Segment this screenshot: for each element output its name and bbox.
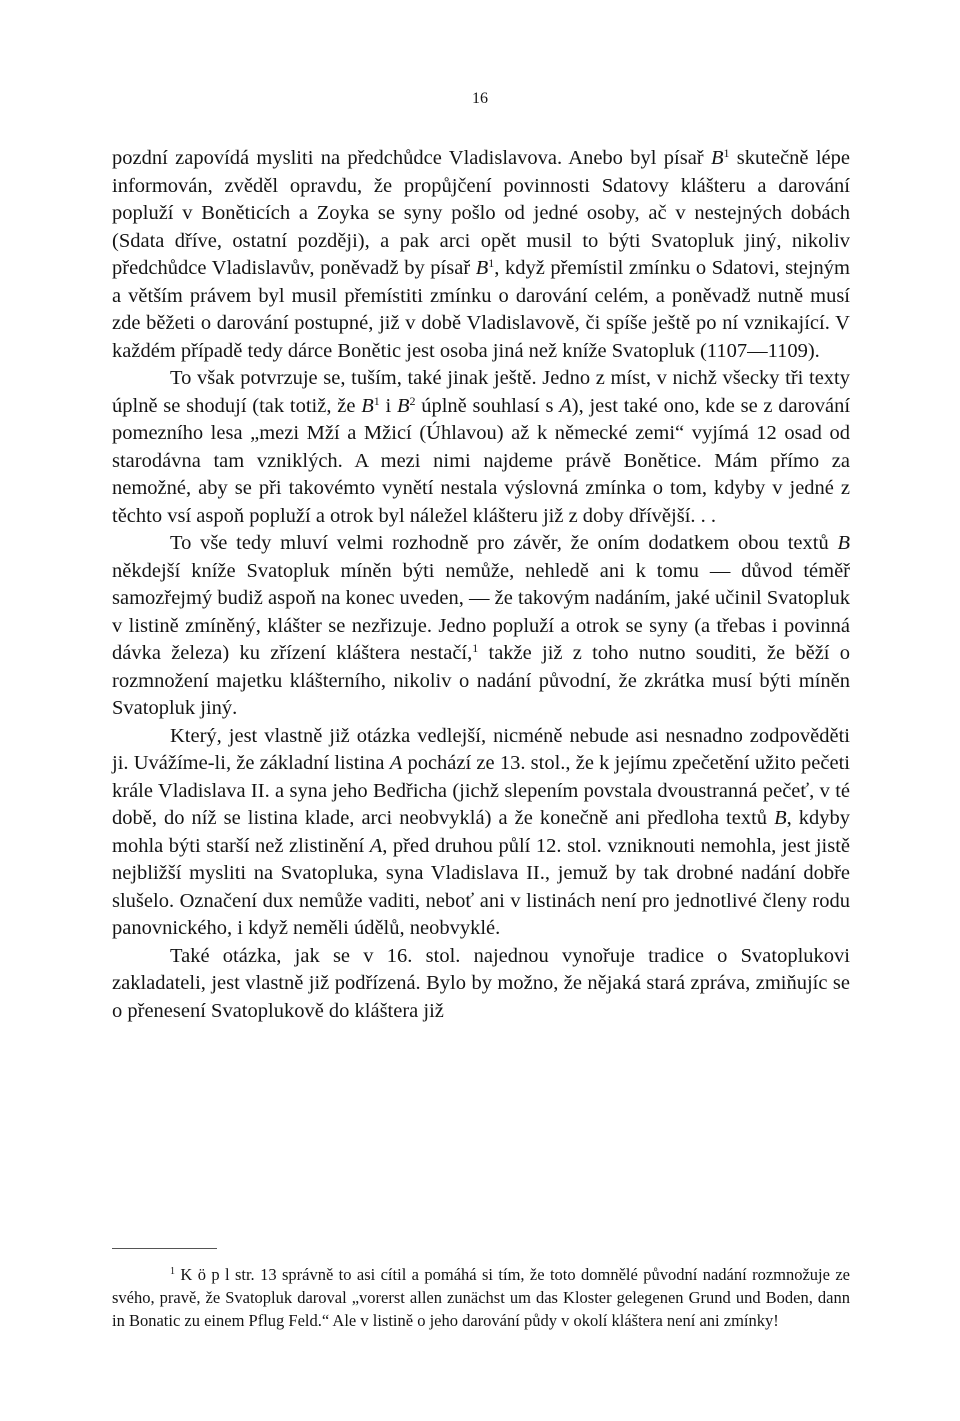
italic-text: B	[396, 394, 410, 417]
paragraph	[112, 365, 850, 530]
italic-text: B	[774, 807, 787, 829]
text-run: , před druhou půlí 12. stol. vzniknouti nemohla, jest jistě nejbližší mysliti na Svatopluka, syna Vladislava II., jemuž by tak drobné nadání dobře slušelo. Označení dux nemůže vaditi, neboť ani v listinách není pro jednotlivé členy rodu panovnického, i když neměli údělů, neobvyklé.	[112, 834, 850, 939]
text-run: , když přemístil zmínku o Sdatovi, stejným a větším právem byl musil přemístiti zmínku o darování celém, a poněvadž nutně musí zde běžeti o darování postupné, již v době Vladislavově, či spíše ještě po ní vznikající. V každém případě tedy dárce Bonětic jest osoba jiná než kníže Svatopluk (1107—1109).	[112, 257, 850, 362]
paragraph	[112, 943, 850, 1026]
text-run: skutečně lépe informován, zvěděl opravdu, že propůjčení povinnosti Sdatovy klášteru a darování popluží v Boněticích a Zoyka se syny pošlo od jedné osoby, ač v nestejných dobách (Sdata dříve, ostatní později), a pak arci opět musil to býti Svatopluk jiný, nikoliv předchůdce Vladislavův, poněvadž by písař	[112, 147, 850, 279]
paragraph	[112, 145, 850, 365]
footnote-marker: 2	[409, 393, 416, 408]
italic-text: A	[389, 752, 403, 774]
footnote-separator	[112, 1248, 217, 1249]
text-run: Také otázka, jak se v 16. stol. najednou vynořuje tradice o Svatoplukovi zakladateli, jest vlastně již podřízená. Bylo by možno, že nějaká stará zpráva, zmiňujíc se o přenesení Svatoplukově do kláštera již	[112, 944, 850, 1022]
italic-text: A	[369, 834, 383, 857]
paragraph	[112, 530, 850, 723]
page-number: 16	[472, 90, 488, 107]
italic-text: B	[475, 257, 489, 279]
paragraph	[112, 723, 850, 943]
text-run: , kdyby mohla býti starší než zlistinění	[112, 807, 851, 857]
main-text	[112, 145, 850, 1025]
text-run: pochází ze 13. stol., že k jejímu zpečetění užito pečeti krále Vladislava II. a syna jeho Bedřicha (jichž slepením povstala dvoustranná pečeť, v té době, do níž se listina klade, arci neobvyklá) a že konečně ani předloha textů	[112, 752, 850, 829]
text-run: pozdní zapovídá mysliti na předchůdce Vladislavova. Anebo byl písař	[112, 147, 711, 169]
text-run: To vše tedy mluví velmi rozhodně pro závěr, že oním dodatkem obou textů	[170, 532, 838, 554]
text-run: Který, jest vlastně již otázka vedlejší, nicméně nebude asi nesnadno zodpověděti ji. Uvážíme-li, že základní listina	[112, 724, 850, 774]
italic-text: B	[361, 394, 374, 417]
footnote-marker: 1	[373, 393, 380, 408]
text-run: To však potvrzuje se, tuším, také jinak ještě. Jedno z míst, v nichž všecky tři texty úplně se shodují (tak totiž, že	[112, 367, 850, 417]
footnote-marker: 1	[488, 256, 495, 270]
italic-text: B	[710, 147, 724, 169]
footnote-marker: 1	[723, 146, 730, 160]
italic-text: B	[837, 532, 850, 554]
footnote	[112, 1263, 850, 1332]
text-run: ), jest také ono, kde se z darování pomezního lesa „mezi Mží a Mžicí (Úhlavou) až k německé zemi“ vyjímá 12 osad od starodávna tam vzniklých. A mezi nimi najdeme právě Bonětice. Mám přímo za nemožné, aby se při takovémto vynětí nestala výslovná zmínka o tom, kdyby v jedné z těchto vsí aspoň popluží a otrok byl náležel klášteru již z doby dřívější. . .	[112, 394, 851, 527]
text-run: K ö p l str. 13 správně to asi cítil a pomáhá si tím, že toto domnělé původní nadání rozmnožuje ze svého, pravě, že Svatopluk daroval „vorerst allen zunächst um das Kloster gelegenen Grund und Boden, dann in Bonatic zu einem Pflug Feld.“ Ale v listině o jeho darování půdy v okolí kláštera není ani zmínky!	[112, 1265, 850, 1330]
footnote-marker: 1	[170, 1266, 175, 1277]
footnotes	[112, 1263, 850, 1332]
text-run: i	[379, 394, 397, 417]
text-run: někdejší kníže Svatopluk míněn býti nemůže, nehledě ani k tomu — důvod téměř samozřejmý budiž aspoň na konec uveden, — že takovým nadáním, jaké učinil Svatopluk v listině zmíněný, klášter se nezřizuje. Jedno popluží a otrok se syny (a třebas i povinná dávka železa) ku zřízení kláštera nestačí,	[112, 559, 850, 664]
text-run: takže již z toho nutno souditi, že běží o rozmnožení majetku klášterního, nikoliv o nadání původní, že zkrátka musí býti míněn Svatopluk jiný.	[112, 642, 850, 719]
footnote-marker: 1	[472, 641, 479, 655]
italic-text: A	[559, 394, 572, 417]
text-run: úplně souhlasí s	[415, 394, 560, 417]
